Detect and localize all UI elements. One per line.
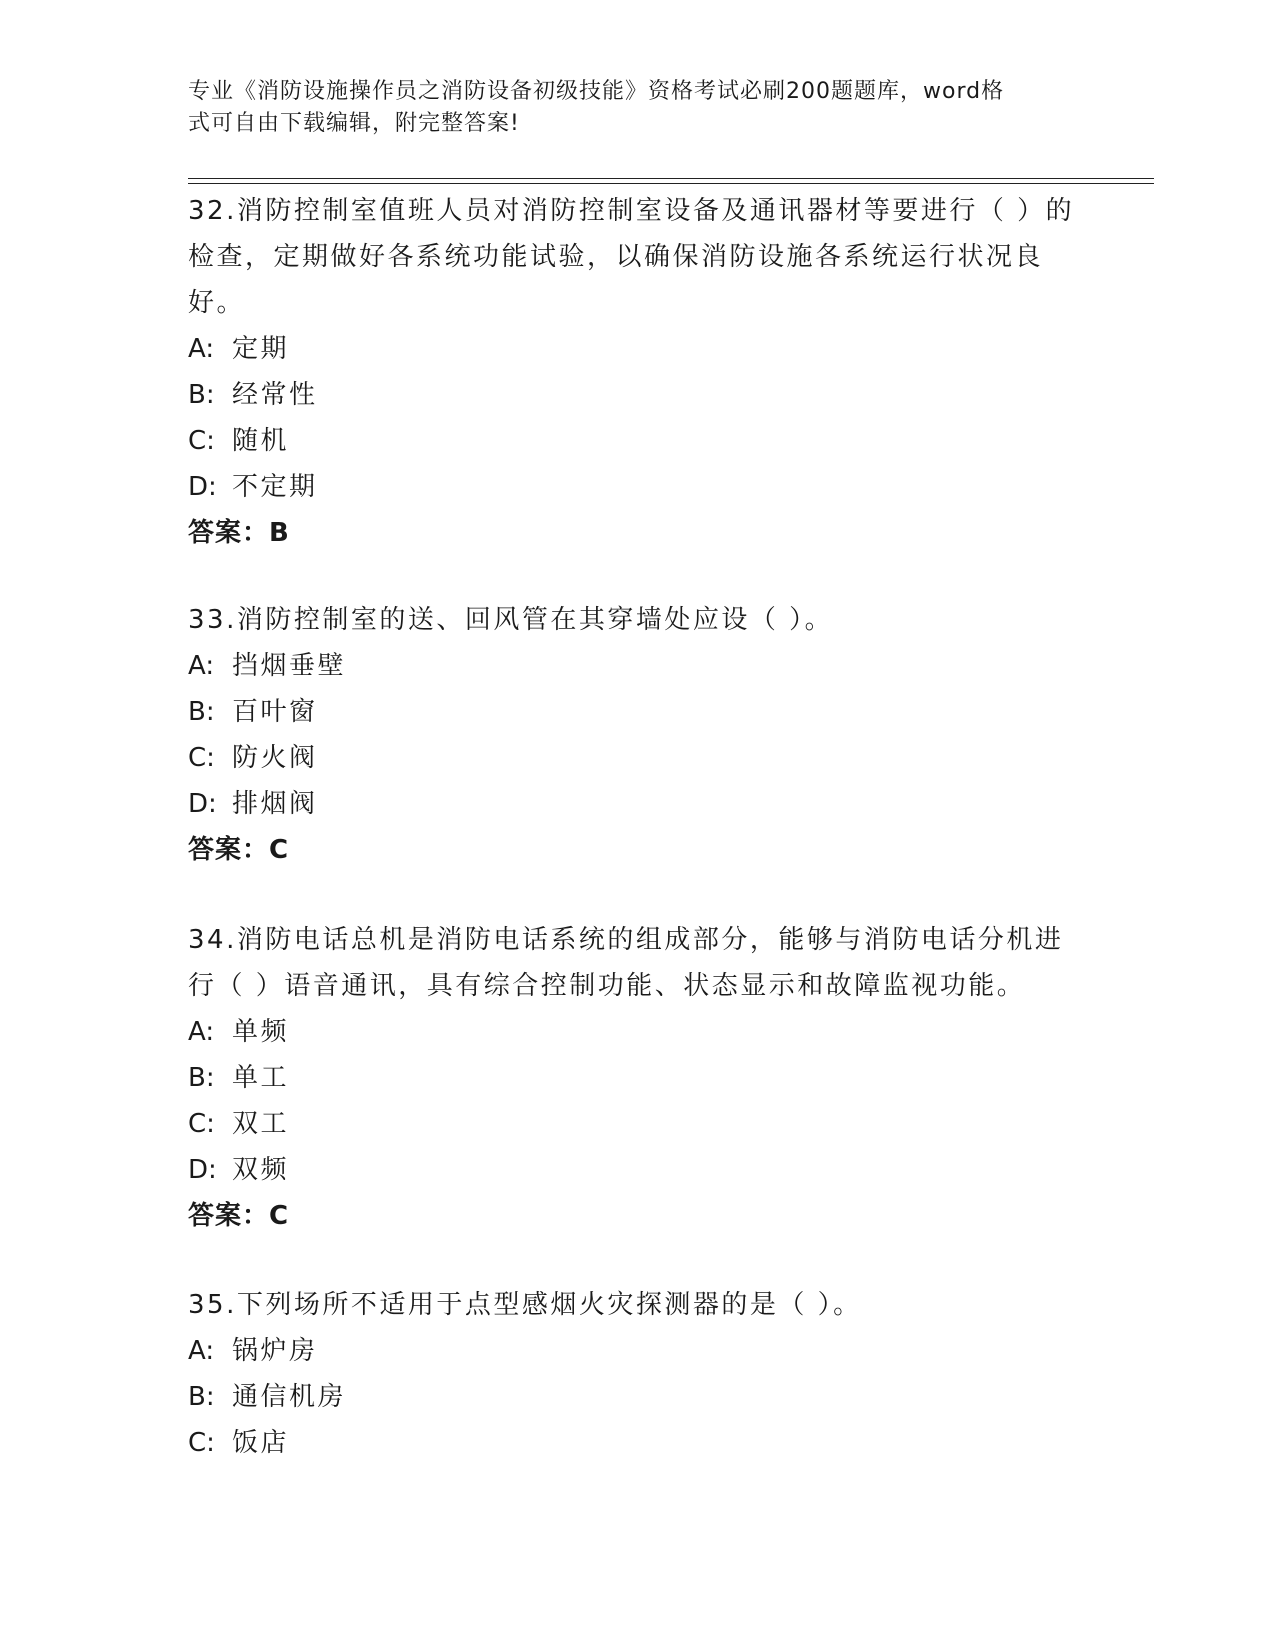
answer: 答案：C (188, 835, 290, 865)
option-b (188, 1374, 1078, 1420)
option-b (188, 372, 1078, 418)
question-stem: 34.消防电话总机是消防电话系统的组成部分，能够与消防电话分机进行（ ）语音通讯，具有综合控制功能、状态显示和故障监视功能。 (188, 925, 1064, 1001)
question-35 (188, 1282, 1078, 1466)
header-rule-top (188, 178, 1154, 179)
option-d (188, 1147, 1078, 1193)
option-b (188, 689, 1078, 735)
option-key: A: (188, 1336, 215, 1366)
option-key: C: (188, 1109, 215, 1139)
option-key: C: (188, 426, 215, 456)
question-33 (188, 597, 1078, 873)
question-34 (188, 917, 1078, 1239)
option-text: 排烟阀 (232, 789, 318, 819)
option-b (188, 1055, 1078, 1101)
option-text: 不定期 (232, 472, 318, 502)
option-c (188, 1420, 1078, 1466)
option-a (188, 1328, 1078, 1374)
option-key: D: (188, 472, 217, 502)
option-text: 防火阀 (232, 743, 318, 773)
option-text: 双工 (232, 1109, 290, 1139)
document-header (188, 76, 1088, 140)
option-key: A: (188, 334, 215, 364)
option-text: 挡烟垂壁 (232, 651, 347, 681)
option-text: 随机 (232, 426, 290, 456)
answer: 答案：C (188, 1201, 290, 1231)
question-32 (188, 188, 1078, 556)
question-stem: 35.下列场所不适用于点型感烟火灾探测器的是（ ）。 (188, 1290, 862, 1320)
option-key: B: (188, 697, 215, 727)
option-text: 单工 (232, 1063, 290, 1093)
option-a (188, 643, 1078, 689)
option-key: A: (188, 1017, 215, 1047)
header-line-2: 式可自由下载编辑，附完整答案! (188, 111, 520, 136)
option-a (188, 326, 1078, 372)
option-text: 双频 (232, 1155, 290, 1185)
option-key: B: (188, 1382, 215, 1412)
option-c (188, 418, 1078, 464)
option-text: 定期 (232, 334, 290, 364)
option-a (188, 1009, 1078, 1055)
option-key: A: (188, 651, 215, 681)
option-d (188, 781, 1078, 827)
header-line-1: 专业《消防设施操作员之消防设备初级技能》资格考试必刷200题题库，word格 (188, 79, 1005, 104)
option-text: 锅炉房 (232, 1336, 318, 1366)
answer: 答案：B (188, 518, 290, 548)
option-key: C: (188, 1428, 215, 1458)
option-text: 饭店 (232, 1428, 290, 1458)
question-stem: 33.消防控制室的送、回风管在其穿墙处应设（ ）。 (188, 605, 834, 635)
option-key: B: (188, 1063, 215, 1093)
option-key: B: (188, 380, 215, 410)
option-key: D: (188, 789, 217, 819)
question-stem: 32.消防控制室值班人员对消防控制室设备及通讯器材等要进行（ ）的检查，定期做好各系统功能试验，以确保消防设施各系统运行状况良好。 (188, 196, 1075, 318)
option-text: 经常性 (232, 380, 318, 410)
option-text: 通信机房 (232, 1382, 347, 1412)
option-text: 百叶窗 (232, 697, 318, 727)
option-key: C: (188, 743, 215, 773)
option-d (188, 464, 1078, 510)
option-c (188, 1101, 1078, 1147)
option-key: D: (188, 1155, 217, 1185)
header-rule-bottom (188, 183, 1154, 184)
option-c (188, 735, 1078, 781)
option-text: 单频 (232, 1017, 290, 1047)
